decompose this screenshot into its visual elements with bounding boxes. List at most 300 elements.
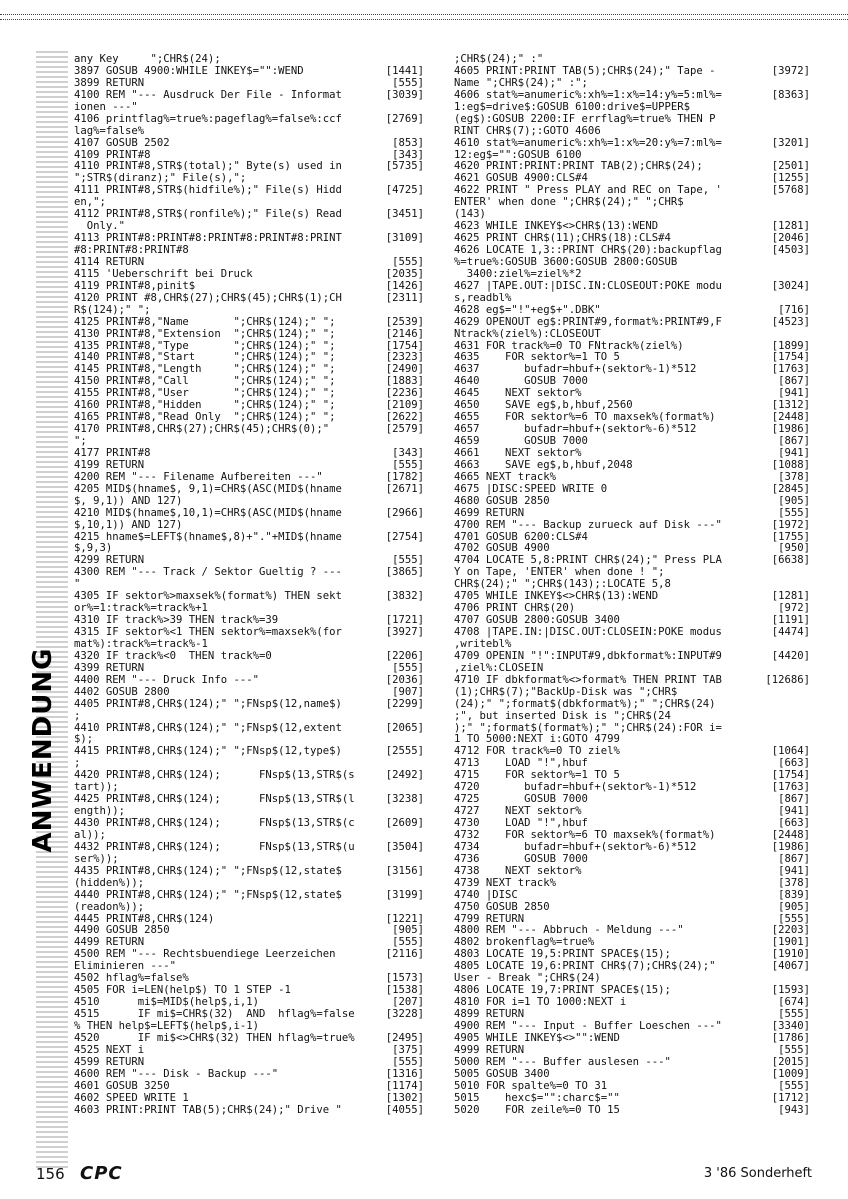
- checksum: [555]: [392, 936, 424, 949]
- checksum: [3504]: [385, 840, 424, 853]
- checksum: [207]: [392, 996, 424, 1009]
- code-text: 4732 FOR sektor%=6 TO maxsek%(format%): [454, 829, 716, 841]
- code-line: [454, 723, 810, 735]
- checksum: [2555]: [385, 745, 424, 758]
- code-line: [74, 854, 424, 866]
- checksum: [1755]: [771, 530, 810, 543]
- code-line: [454, 66, 810, 78]
- code-text: 4620 PRINT:PRINT:PRINT TAB(2);CHR$(24);: [454, 161, 703, 173]
- code-line: [74, 723, 424, 735]
- checksum: [3201]: [771, 136, 810, 149]
- code-text: 3899 RETURN: [74, 77, 145, 89]
- listing-column-left: [74, 54, 424, 1116]
- code-text: 4635 FOR sektor%=1 TO 5: [454, 352, 620, 364]
- code-text: (24);" ";format$(dbkformat%);" ";CHR$(24): [454, 698, 716, 710]
- code-line: [74, 341, 424, 353]
- code-line: [454, 173, 810, 185]
- code-text: 4803 LOCATE 19,5:PRINT SPACE$(15);: [454, 949, 671, 961]
- code-text: 4432 PRINT#8,CHR$(124); FNsp$(13,STR$(u: [74, 841, 355, 853]
- checksum: [555]: [778, 506, 810, 519]
- checksum: [1593]: [771, 984, 810, 997]
- code-text: 4125 PRINT#8,"Name ";CHR$(124);" ";: [74, 316, 336, 328]
- code-text: 4622 PRINT " Press PLAY and REC on Tape, ': [454, 185, 722, 197]
- code-line: [74, 794, 424, 806]
- code-line: [74, 1105, 424, 1117]
- code-text: 4315 IF sektor%<1 THEN sektor%=maxsek%(for: [74, 627, 342, 638]
- code-line: [74, 1093, 424, 1105]
- code-text: ionen ---": [74, 101, 138, 113]
- checksum: [941]: [778, 446, 810, 459]
- code-line: [74, 949, 424, 961]
- checksum: [2769]: [385, 112, 424, 125]
- checksum: [1899]: [771, 339, 810, 352]
- code-line: [74, 388, 424, 400]
- checksum: [4067]: [771, 960, 810, 973]
- code-text: 4707 GOSUB 2800:GOSUB 3400: [454, 615, 620, 627]
- code-text: 4505 FOR i=LEN(help$) TO 1 STEP -1: [74, 985, 291, 997]
- code-line: [454, 233, 810, 245]
- code-text: 5005 GOSUB 3400: [454, 1068, 550, 1080]
- code-text: 4113 PRINT#8:PRINT#8:PRINT#8:PRINT#8:PRINT: [74, 233, 342, 245]
- code-line: [74, 233, 424, 245]
- code-text: 4445 PRINT#8,CHR$(124): [74, 913, 215, 925]
- checksum: [905]: [778, 494, 810, 507]
- code-text: 4610 stat%=anumeric%:xh%=1:x%=20:y%=7:ml%=: [454, 137, 722, 149]
- checksum: [674]: [778, 996, 810, 1009]
- code-text: 4708 |TAPE.IN:|DISC.OUT:CLOSEIN:POKE modus: [454, 627, 722, 638]
- code-text: 4999 RETURN: [454, 1044, 525, 1056]
- code-line: [74, 842, 424, 854]
- code-line: [74, 66, 424, 78]
- code-text: 1 TO 5000:NEXT i:GOTO 4799: [454, 734, 620, 746]
- checksum: [378]: [778, 470, 810, 483]
- code-text: 4435 PRINT#8,CHR$(124);" ";FNsp$(12,state$: [74, 865, 342, 877]
- checksum: [1064]: [771, 745, 810, 758]
- checksum: [2495]: [385, 1031, 424, 1044]
- code-line: [74, 532, 424, 544]
- checksum: [3865]: [385, 566, 424, 579]
- code-text: 4170 PRINT#8,CHR$(27);CHR$(45);CHR$(0);": [74, 424, 330, 436]
- checksum: [1281]: [771, 220, 810, 233]
- code-line: [74, 484, 424, 496]
- checksum: [2609]: [385, 817, 424, 829]
- code-text: 4899 RETURN: [454, 1009, 525, 1020]
- code-text: 4650 SAVE eg$,b,hbuf,2560: [454, 400, 633, 412]
- checksum: [1191]: [771, 614, 810, 627]
- checksum: [375]: [392, 1043, 424, 1056]
- code-line: [454, 925, 810, 937]
- code-text: ;: [74, 710, 81, 722]
- checksum: [555]: [392, 661, 424, 674]
- code-line: [454, 830, 810, 842]
- code-text: $);: [74, 734, 94, 746]
- code-line: [454, 245, 810, 257]
- code-text: ength));: [74, 806, 126, 818]
- code-line: [454, 639, 810, 651]
- code-text: 4705 WHILE INKEY$<>CHR$(13):WEND: [454, 591, 659, 603]
- magazine-logo: CPC: [80, 1163, 123, 1184]
- code-line: [454, 185, 810, 197]
- checksum: [2579]: [385, 423, 424, 436]
- checksum: [368, 878, 424, 890]
- code-text: 4810 FOR i=1 TO 1000:NEXT i: [454, 997, 627, 1009]
- code-line: [454, 221, 810, 233]
- code-text: 4430 PRINT#8,CHR$(124); FNsp$(13,STR$(c: [74, 818, 355, 829]
- checksum: [2966]: [385, 506, 424, 519]
- code-line: [74, 1045, 424, 1057]
- checksum: [943]: [778, 1103, 810, 1116]
- code-line: [454, 746, 810, 758]
- code-text: 4629 OPENOUT eg$:PRINT#9,format%:PRINT#9,F: [454, 316, 722, 328]
- code-text: 4806 LOCATE 19,7:PRINT SPACE$(15);: [454, 985, 671, 997]
- code-line: [454, 269, 810, 281]
- code-line: [74, 412, 424, 424]
- code-line: [454, 329, 810, 341]
- code-line: [454, 281, 810, 293]
- code-line: [74, 138, 424, 150]
- code-line: [74, 782, 424, 794]
- code-line: [74, 579, 424, 591]
- code-text: 4200 REM "--- Filename Aufbereiten ---": [74, 471, 323, 483]
- code-text: 4661 NEXT sektor%: [454, 447, 582, 459]
- code-line: [74, 770, 424, 782]
- checksum: [2065]: [385, 721, 424, 734]
- checksum: [2539]: [385, 315, 424, 328]
- code-line: [454, 949, 810, 961]
- code-text: 4130 PRINT#8,"Extension ";CHR$(124);" ";: [74, 328, 336, 340]
- code-line: [454, 914, 810, 926]
- code-line: [74, 830, 424, 842]
- checksum: [754, 114, 810, 126]
- code-text: 4320 IF track%<0 THEN track%=0: [74, 650, 272, 662]
- code-text: Eliminieren ---": [74, 961, 177, 973]
- checksum: [941]: [778, 805, 810, 818]
- code-line: [454, 305, 810, 317]
- code-line: [454, 484, 810, 496]
- checksum: [2046]: [771, 232, 810, 245]
- code-text: 4631 FOR track%=0 TO FNtrack%(ziel%): [454, 340, 684, 352]
- code-line: [454, 866, 810, 878]
- checksum: [368, 102, 424, 114]
- code-text: 4802 brokenflag%=true%: [454, 937, 595, 949]
- code-text: ;", but inserted Disk is ";CHR$(24: [454, 710, 671, 722]
- code-text: 4155 PRINT#8,"User ";CHR$(124);" ";: [74, 388, 336, 400]
- checksum: [2311]: [385, 291, 424, 304]
- code-line: [74, 281, 424, 293]
- code-line: [454, 603, 810, 615]
- code-text: 4605 PRINT:PRINT TAB(5);CHR$(24);" Tape -: [454, 65, 716, 77]
- checksum: [4503]: [771, 244, 810, 256]
- checksum: [867]: [778, 435, 810, 447]
- checksum: [1782]: [385, 470, 424, 483]
- code-line: [454, 770, 810, 782]
- checksum: [754, 329, 810, 341]
- code-line: [74, 197, 424, 209]
- checksum: [754, 567, 810, 579]
- code-text: R$(124);" ";: [74, 304, 151, 316]
- checksum: [1221]: [385, 912, 424, 925]
- checksum: [754, 102, 810, 114]
- code-text: 5000 REM "--- Buffer auslesen ---": [454, 1056, 671, 1068]
- code-text: 4425 PRINT#8,CHR$(124); FNsp$(13,STR$(l: [74, 794, 355, 806]
- checksum: [867]: [778, 375, 810, 388]
- checksum: [1573]: [385, 972, 424, 985]
- code-line: [74, 305, 424, 317]
- code-text: 4299 RETURN: [74, 555, 145, 567]
- code-text: 4655 FOR sektor%=6 TO maxsek%(format%): [454, 412, 716, 424]
- code-text: Ntrack%(ziel%):CLOSEOUT: [454, 328, 601, 340]
- checksum: [368, 902, 424, 914]
- checksum: [2109]: [385, 399, 424, 412]
- code-text: Name ";CHR$(24);" :";: [454, 77, 588, 89]
- code-text: 4720 bufadr=hbuf+(sektor%-1)*512: [454, 782, 697, 794]
- code-text: 4415 PRINT#8,CHR$(124);" ";FNsp$(12,type$): [74, 746, 342, 758]
- code-text: (readon%));: [74, 901, 145, 913]
- checksum: [2036]: [385, 673, 424, 686]
- code-text: 3897 GOSUB 4900:WHILE INKEY$="":WEND: [74, 65, 304, 77]
- code-line: [454, 508, 810, 520]
- code-line: [74, 651, 424, 663]
- checksum: [555]: [392, 76, 424, 89]
- code-line: [74, 352, 424, 364]
- checksum: [12686]: [765, 673, 810, 686]
- checksum: [754, 293, 810, 305]
- checksum: [754, 723, 810, 735]
- code-text: 4114 RETURN: [74, 256, 145, 268]
- code-text: 4135 PRINT#8,"Type ";CHR$(124);" ";: [74, 340, 336, 352]
- code-line: [454, 627, 810, 639]
- code-line: [454, 675, 810, 687]
- code-text: 4499 RETURN: [74, 937, 145, 949]
- code-text: 4400 REM "--- Druck Info ---": [74, 674, 259, 686]
- code-text: 4675 |DISC:SPEED WRITE 0: [454, 483, 608, 495]
- checksum: [663]: [778, 757, 810, 770]
- code-text: 5015 hexc$="":charc$="": [454, 1092, 620, 1104]
- code-line: [74, 818, 424, 830]
- code-line: [454, 687, 810, 699]
- listing-column-right: [454, 54, 810, 1116]
- checksum: [2116]: [385, 948, 424, 961]
- code-line: [74, 114, 424, 126]
- checksum: [1754]: [771, 351, 810, 364]
- checksum: [3039]: [385, 88, 424, 101]
- code-text: ser%));: [74, 853, 119, 865]
- code-line: [454, 78, 810, 90]
- code-line: [74, 675, 424, 687]
- code-line: [74, 627, 424, 639]
- checksum: [555]: [778, 1079, 810, 1092]
- code-text: 4627 |TAPE.OUT:|DISC.IN:CLOSEOUT:POKE modu: [454, 280, 722, 292]
- checksum: [867]: [778, 852, 810, 865]
- checksum: [2622]: [385, 411, 424, 424]
- code-text: CHR$(24);" ";CHR$(143);:LOCATE 5,8: [454, 579, 671, 591]
- code-line: [74, 914, 424, 926]
- code-text: 4715 FOR sektor%=1 TO 5: [454, 770, 620, 782]
- code-text: (eg$):GOSUB 2200:IF errflag%=true% THEN P: [454, 113, 716, 125]
- code-line: [74, 687, 424, 699]
- code-line: [454, 126, 810, 138]
- code-text: ;: [74, 758, 81, 770]
- code-text: 4305 IF sektor%>maxsek%(format%) THEN sekt: [74, 591, 342, 603]
- code-line: [454, 388, 810, 400]
- code-line: [454, 973, 810, 985]
- code-text: 4140 PRINT#8,"Start ";CHR$(124);" ";: [74, 352, 336, 364]
- checksum: [3832]: [385, 590, 424, 603]
- code-line: [74, 508, 424, 520]
- code-text: 4725 GOSUB 7000: [454, 794, 588, 806]
- code-line: [454, 1045, 810, 1057]
- code-text: 4699 RETURN: [454, 507, 525, 519]
- code-line: [454, 591, 810, 603]
- code-line: [74, 185, 424, 197]
- checksum: [3451]: [385, 208, 424, 221]
- checksum: [754, 687, 810, 699]
- code-text: 4713 LOAD "!",hbuf: [454, 758, 588, 770]
- code-line: [454, 543, 810, 555]
- code-line: [74, 173, 424, 185]
- code-text: 4736 GOSUB 7000: [454, 853, 588, 865]
- code-line: [74, 985, 424, 997]
- code-line: [74, 603, 424, 615]
- code-text: 4637 bufadr=hbuf+(sektor%-1)*512: [454, 364, 697, 376]
- code-line: [454, 352, 810, 364]
- code-line: [454, 818, 810, 830]
- code-line: [454, 758, 810, 770]
- checksum: [1316]: [385, 1067, 424, 1080]
- code-text: 4709 OPENIN "!":INPUT#9,dbkformat%:INPUT#9: [454, 650, 722, 662]
- code-text: 4603 PRINT:PRINT TAB(5);CHR$(24);" Drive ": [74, 1104, 342, 1116]
- checksum: [3927]: [385, 626, 424, 638]
- checksum: [1302]: [385, 1091, 424, 1104]
- code-text: 4160 PRINT#8,"Hidden ";CHR$(124);" ";: [74, 400, 336, 412]
- code-line: [454, 317, 810, 329]
- checksum: [839]: [778, 888, 810, 901]
- checksum: [2754]: [385, 530, 424, 543]
- code-text: 12:eg$="":GOSUB 6100: [454, 149, 582, 161]
- code-line: [454, 520, 810, 532]
- checksum: [1786]: [771, 1031, 810, 1044]
- code-text: 4215 hname$=LEFT$(hname$,8)+"."+MID$(hname: [74, 531, 342, 543]
- code-line: [454, 1021, 810, 1033]
- code-text: ,writebl%: [454, 638, 512, 650]
- checksum: [905]: [778, 900, 810, 913]
- code-line: [74, 150, 424, 162]
- code-text: 4659 GOSUB 7000: [454, 436, 588, 447]
- code-text: 4730 LOAD "!",hbuf: [454, 818, 588, 829]
- page-footer: [36, 1163, 812, 1187]
- code-line: [74, 1057, 424, 1069]
- code-line: [74, 1033, 424, 1045]
- checksum: [2206]: [385, 649, 424, 662]
- code-text: 4399 RETURN: [74, 662, 145, 674]
- code-text: 4710 IF dbkformat%<>format% THEN PRINT TAB: [454, 674, 722, 686]
- code-text: ,ziel%:CLOSEIN: [454, 662, 544, 674]
- code-line: [74, 555, 424, 567]
- code-line: [454, 1081, 810, 1093]
- code-text: 4120 PRINT #8,CHR$(27);CHR$(45);CHR$(1);CH: [74, 292, 342, 304]
- checksum: [368, 854, 424, 866]
- checksum: [3199]: [385, 888, 424, 901]
- code-line: [454, 532, 810, 544]
- code-text: 4680 GOSUB 2850: [454, 495, 550, 507]
- code-line: [454, 209, 810, 221]
- code-text: 4740 |DISC: [454, 889, 518, 901]
- code-line: [74, 663, 424, 675]
- checksum: [4474]: [771, 626, 810, 638]
- checksum: [368, 496, 424, 508]
- code-line: [454, 114, 810, 126]
- code-line: [74, 973, 424, 985]
- checksum: [2299]: [385, 697, 424, 710]
- checksum: [1754]: [385, 339, 424, 352]
- checksum: [343]: [392, 446, 424, 459]
- code-text: 4300 REM "--- Track / Sektor Gueltig ? ---: [74, 567, 342, 579]
- code-line: [74, 245, 424, 257]
- checksum: [853]: [392, 136, 424, 149]
- checksum: [3972]: [771, 64, 810, 77]
- checksum: [754, 257, 810, 269]
- code-line: [454, 54, 810, 66]
- code-text: or%=1:track%=track%+1: [74, 603, 208, 615]
- checksum: [4523]: [771, 315, 810, 328]
- checksum: [2448]: [771, 828, 810, 841]
- code-text: tart));: [74, 782, 119, 794]
- code-line: [74, 364, 424, 376]
- checksum: [1538]: [385, 984, 424, 997]
- code-line: [454, 448, 810, 460]
- code-line: [454, 293, 810, 305]
- checksum: [1088]: [771, 458, 810, 471]
- checksum: [2203]: [771, 924, 810, 937]
- code-line: [74, 866, 424, 878]
- code-line: [454, 412, 810, 424]
- checksum: [1901]: [771, 936, 810, 949]
- code-line: [74, 997, 424, 1009]
- checksum: [867]: [778, 793, 810, 806]
- checksum: [368, 520, 424, 532]
- code-text: $, 9,1)) AND 127): [74, 495, 183, 507]
- code-text: 4628 eg$="!"+eg$+".DBK": [454, 304, 601, 316]
- code-line: [454, 806, 810, 818]
- checksum: [555]: [778, 1043, 810, 1056]
- code-line: [454, 842, 810, 854]
- code-line: [74, 1021, 424, 1033]
- code-line: [74, 293, 424, 305]
- code-text: Y on Tape, 'ENTER' when done ! ";: [454, 567, 665, 579]
- code-text: 4405 PRINT#8,CHR$(124);" ";FNsp$(12,name$): [74, 698, 342, 710]
- code-line: [74, 436, 424, 448]
- code-line: [74, 615, 424, 627]
- code-line: [74, 543, 424, 555]
- checksum: [555]: [778, 1008, 810, 1020]
- code-line: [454, 651, 810, 663]
- checksum: [368, 711, 424, 723]
- code-text: );" ";format$(format%);" ";CHR$(24):FOR i=: [454, 722, 722, 734]
- checksum: [950]: [778, 542, 810, 555]
- checksum: [3340]: [771, 1019, 810, 1032]
- code-text: al));: [74, 829, 106, 841]
- code-line: [454, 496, 810, 508]
- code-line: [74, 460, 424, 472]
- code-line: [74, 878, 424, 890]
- code-text: 4621 GOSUB 4900:CLS#4: [454, 173, 588, 185]
- code-line: [74, 376, 424, 388]
- checksum: [2501]: [771, 160, 810, 173]
- code-text: (hidden%));: [74, 877, 145, 889]
- code-text: 4310 IF track%>39 THEN track%=39: [74, 615, 279, 627]
- code-text: s,readbl%: [454, 292, 512, 304]
- checksum: [4055]: [385, 1103, 424, 1116]
